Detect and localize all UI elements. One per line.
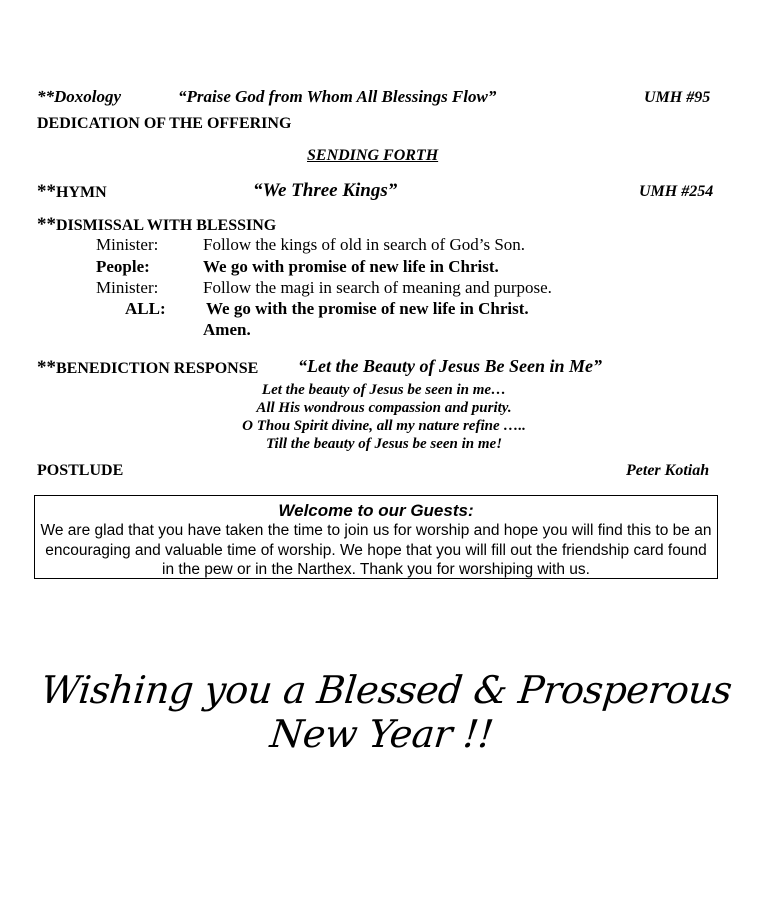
welcome-title: Welcome to our Guests: [278, 501, 474, 520]
benediction-title: “Let the Beauty of Jesus Be Seen in Me” [298, 356, 602, 376]
verse-line: O Thou Spirit divine, all my nature refine ….. [242, 418, 526, 434]
doxology-label-text: Doxology [54, 87, 122, 106]
dismissal-label-prefix: ** [37, 214, 56, 235]
dismissal-label [37, 214, 276, 236]
dismissal-label-text: DISMISSAL WITH BLESSING [56, 217, 277, 234]
litany-text: We go with the promise of new life in Christ. [206, 299, 529, 318]
litany-speaker: Minister: [96, 235, 159, 254]
litany-speaker: ALL: [125, 299, 166, 318]
hymn-label [37, 181, 107, 203]
postlude-performer: Peter Kotiah [626, 462, 710, 479]
benediction-label-text: BENEDICTION RESPONSE [56, 360, 259, 377]
doxology-label [37, 87, 121, 107]
benediction-label [37, 357, 258, 379]
new-year-message: Wishing you a Blessed & Prosperous New Year !! [38, 668, 734, 756]
litany-text: We go with promise of new life in Christ. [203, 257, 499, 276]
litany-speaker: People: [96, 257, 150, 276]
litany-closing: Amen. [203, 320, 251, 339]
welcome-guests-box [34, 495, 718, 579]
litany-text: Follow the kings of old in search of God’s Son. [203, 235, 526, 254]
section-heading: SENDING FORTH [307, 147, 439, 164]
hymn-label-text: HYMN [56, 184, 107, 201]
litany-text: Follow the magi in search of meaning and purpose. [203, 278, 552, 297]
hymn-title: “We Three Kings” [253, 180, 398, 201]
verse-line: Till the beauty of Jesus be seen in me! [265, 436, 503, 452]
verse-line: Let the beauty of Jesus be seen in me… [261, 382, 507, 398]
benediction-label-prefix: ** [37, 357, 56, 378]
hymn-label-prefix: ** [37, 181, 56, 202]
postlude-label: POSTLUDE [37, 462, 124, 479]
doxology-hymn-title: “Praise God from Whom All Blessings Flow” [178, 87, 497, 106]
doxology-label-prefix: ** [37, 87, 54, 106]
doxology-hymn-number: UMH #95 [644, 89, 711, 106]
dedication-label: DEDICATION OF THE OFFERING [37, 115, 292, 132]
welcome-text: We are glad that you have taken the time to join us for worship and hope you will find this to be an encouraging and valuable time of worship. We hope that you will fill out the friendship card found in the pew or in the Narthex. Thank you for worshiping with us. [40, 522, 712, 578]
hymn-number: UMH #254 [639, 183, 714, 200]
verse-line: All His wondrous compassion and purity. [256, 400, 512, 416]
litany-speaker: Minister: [96, 278, 159, 297]
